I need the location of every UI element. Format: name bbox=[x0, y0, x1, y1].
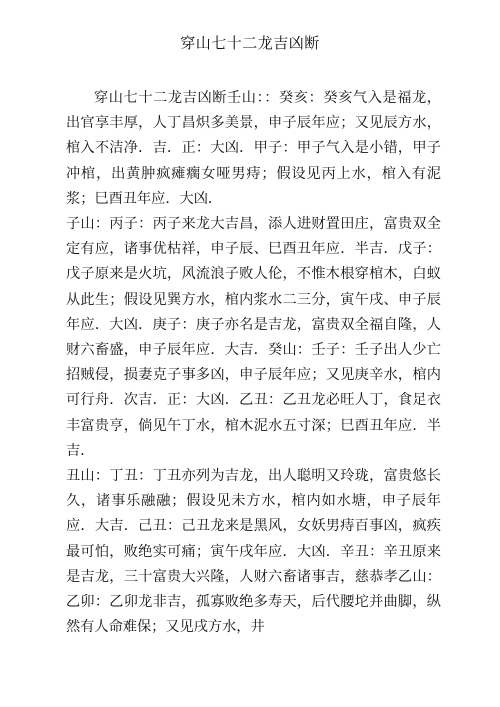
document-title: 穿山七十二龙吉凶断 bbox=[180, 34, 320, 52]
paragraph-ren-shan: 穿山七十二龙吉凶断壬山：：癸亥：癸亥气入是福龙，出官享丰厚，人丁昌炽多美景，申子辰年应；又见辰方水，棺入不洁净．吉．正：大凶．甲子：甲子气入是小错，甲子冲棺，出黄肿疯瘫瘸女哑男痔；假设见丙上水，棺入有泥浆；巳酉丑年应．大凶． bbox=[66, 90, 441, 207]
document-body bbox=[66, 86, 441, 640]
paragraph-chou-shan: 丑山：丁丑：丁丑亦列为吉龙，出人聪明又玲珑，富贵悠长久，诸事乐融融；假设见未方水，棺内如水塘，申子辰年应．大吉．己丑：己丑龙来是黑风，女妖男痔百事凶，疯疾最可怕，败绝实可痛；寅午戌年应．大凶．辛丑：辛丑原来是吉龙，三十富贵大兴隆，人财六畜诸事吉，慈恭孝乙山：乙卯：乙卯龙非吉，孤寡败绝多寿天，后代腰坨并曲脚，纵然有人命难保；又见戌方水，井 bbox=[66, 468, 441, 636]
paragraph-zi-shan: 子山：丙子：丙子来龙大吉昌，添人进财置田庄，富贵双全定有应，诸事优枯祥，申子辰、巳酉丑年应．半吉．戊子：戊子原来是火坑，风流浪子败人伦，不惟木根穿棺木，白蚁从此生；假设见巽方水，棺内浆水二三分，寅午戌、申子辰年应．大凶．庚子：庚子亦名是吉龙，富贵双全福自隆，人财六畜盛，申子辰年应．大吉．癸山：壬子：壬子出人少亡招贼侵，损妻克子事多凶，申子辰年应；又见庚辛水，棺内可行舟．次吉．正：大凶．乙丑：乙丑龙必旺人丁，食足衣丰富贵亨，倘见午丁水，棺木泥水五寸深；巳酉丑年应．半吉． bbox=[66, 216, 441, 459]
